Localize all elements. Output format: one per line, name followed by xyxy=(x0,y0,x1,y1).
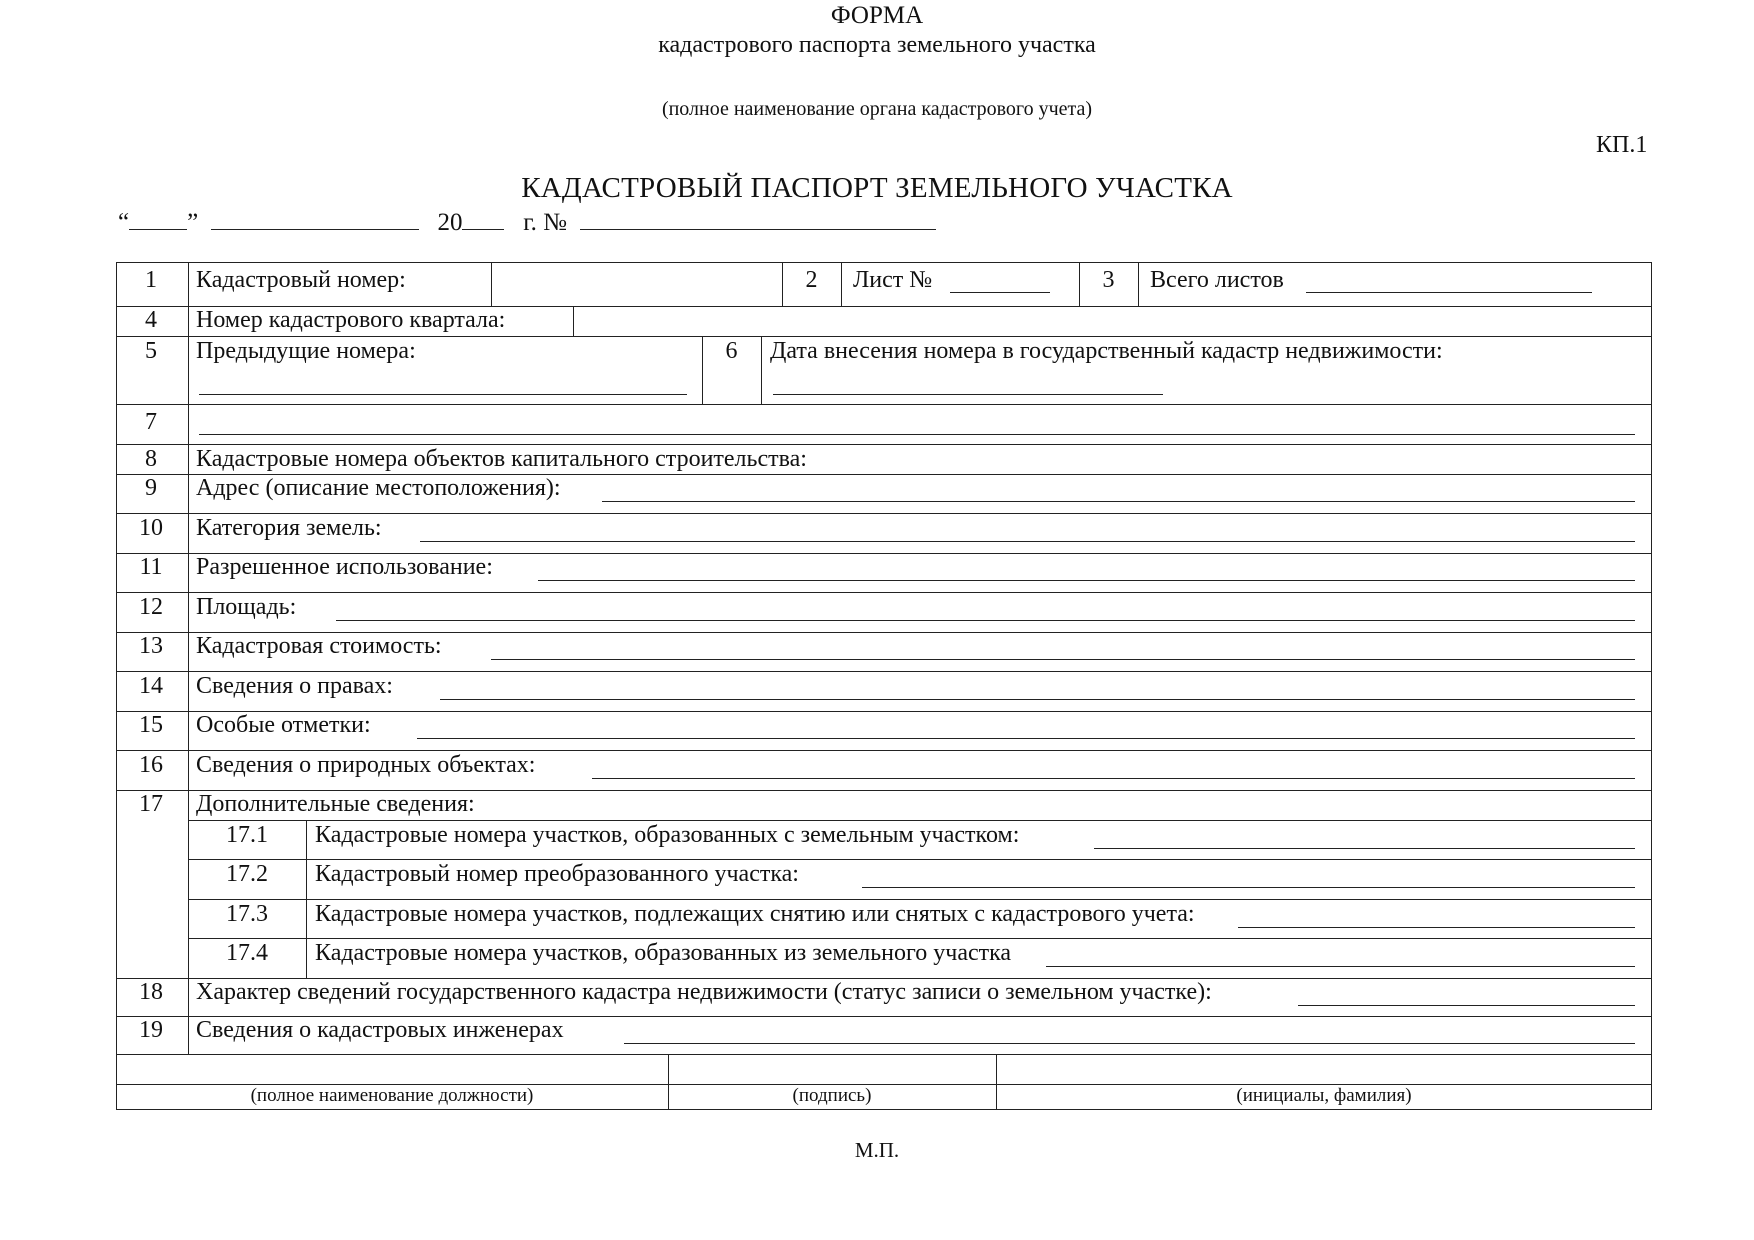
cadastral-value-field[interactable] xyxy=(491,659,1635,660)
passport-number-field[interactable] xyxy=(580,205,936,230)
record-status-label: Характер сведений государственного кадастра недвижимости (статус записи о земельном участке): xyxy=(196,979,1212,1005)
registration-date-label: Дата внесения номера в государственный кадастр недвижимости: xyxy=(770,338,1443,364)
formed-with-label: Кадастровые номера участков, образованных с земельным участком: xyxy=(315,822,1020,848)
signature-caption: (подпись) xyxy=(792,1085,872,1106)
subrow-number: 17.4 xyxy=(226,940,268,966)
col-divider xyxy=(1138,262,1139,306)
date-number-line xyxy=(118,205,936,237)
year-field[interactable] xyxy=(462,205,504,230)
form-subtitle: кадастрового паспорта земельного участка xyxy=(658,32,1096,58)
previous-numbers-label: Предыдущие номера: xyxy=(196,338,416,364)
subrow-number: 17.2 xyxy=(226,861,268,887)
row-7-field[interactable] xyxy=(199,434,1635,435)
row-number: 11 xyxy=(139,554,163,580)
subrow-number: 17.1 xyxy=(226,822,268,848)
additional-info-label: Дополнительные сведения: xyxy=(196,791,475,817)
year-prefix: 20 xyxy=(437,209,463,236)
row-number: 15 xyxy=(139,712,163,738)
row-number: 4 xyxy=(145,307,157,333)
organ-caption: (полное наименование органа кадастрового учета) xyxy=(661,98,1093,120)
permitted-use-label: Разрешенное использование: xyxy=(196,554,493,580)
quarter-number-label: Номер кадастрового квартала: xyxy=(196,307,506,333)
quote-open: “ xyxy=(118,209,130,236)
engineers-field[interactable] xyxy=(624,1043,1635,1044)
row-divider xyxy=(116,750,1652,751)
previous-numbers-field[interactable] xyxy=(199,394,687,395)
capital-objects-label: Кадастровые номера объектов капитального строительства: xyxy=(196,446,807,472)
total-sheets-label: Всего листов xyxy=(1150,267,1284,293)
form-code: КП.1 xyxy=(1596,132,1648,158)
rights-info-field[interactable] xyxy=(440,699,1635,700)
row-number: 1 xyxy=(145,267,157,293)
row-number: 9 xyxy=(145,475,157,501)
address-field[interactable] xyxy=(602,501,1635,502)
address-label: Адрес (описание местоположения): xyxy=(196,475,561,501)
deregistered-plots-label: Кадастровые номера участков, подлежащих снятию или снятых с кадастрового учета: xyxy=(315,901,1195,927)
land-category-field[interactable] xyxy=(420,541,1635,542)
row-divider xyxy=(116,404,1652,405)
natural-objects-label: Сведения о природных объектах: xyxy=(196,752,536,778)
position-caption: (полное наименование должности) xyxy=(250,1085,534,1106)
stamp-place: М.П. xyxy=(854,1138,900,1162)
land-category-label: Категория земель: xyxy=(196,515,382,541)
area-label: Площадь: xyxy=(196,594,297,620)
name-caption: (инициалы, фамилия) xyxy=(1236,1085,1412,1106)
row-divider xyxy=(116,592,1652,593)
formed-from-field[interactable] xyxy=(1046,966,1635,967)
form-label: ФОРМА xyxy=(830,2,924,29)
col-divider xyxy=(761,336,762,404)
col-divider xyxy=(841,262,842,306)
row-divider xyxy=(188,899,1652,900)
row-number: 2 xyxy=(805,267,818,293)
row-number: 10 xyxy=(139,515,163,541)
num-column-divider xyxy=(188,262,189,1054)
cadastral-value-label: Кадастровая стоимость: xyxy=(196,633,442,659)
total-sheets-field[interactable] xyxy=(1306,292,1592,293)
row-divider xyxy=(188,820,1652,821)
col-divider xyxy=(573,306,574,336)
quote-close: ” xyxy=(187,209,199,236)
row-number: 3 xyxy=(1102,267,1115,293)
subnum-column-divider xyxy=(306,820,307,978)
transformed-plot-label: Кадастровый номер преобразованного участка: xyxy=(315,861,799,887)
row-divider xyxy=(116,336,1652,337)
row-divider xyxy=(188,859,1652,860)
cadastral-number-label: Кадастровый номер: xyxy=(196,267,406,293)
row-number: 8 xyxy=(145,446,157,472)
col-divider xyxy=(491,262,492,306)
special-notes-label: Особые отметки: xyxy=(196,712,371,738)
row-number: 18 xyxy=(139,979,163,1005)
row-divider xyxy=(116,513,1652,514)
row-number: 12 xyxy=(139,594,163,620)
permitted-use-field[interactable] xyxy=(538,580,1635,581)
subrow-number: 17.3 xyxy=(226,901,268,927)
record-status-field[interactable] xyxy=(1298,1005,1635,1006)
row-divider xyxy=(116,1054,1652,1055)
row-number: 13 xyxy=(139,633,163,659)
special-notes-field[interactable] xyxy=(417,738,1635,739)
day-field[interactable] xyxy=(129,205,187,230)
registration-date-field[interactable] xyxy=(773,394,1163,395)
row-divider xyxy=(188,938,1652,939)
row-number: 19 xyxy=(139,1017,163,1043)
natural-objects-field[interactable] xyxy=(592,778,1635,779)
sheet-number-label: Лист № xyxy=(853,267,933,293)
sheet-number-field[interactable] xyxy=(950,292,1050,293)
year-suffix: г. № xyxy=(523,209,568,236)
formed-from-label: Кадастровые номера участков, образованных из земельного участка xyxy=(315,940,1012,966)
row-divider xyxy=(116,671,1652,672)
engineers-label: Сведения о кадастровых инженерах xyxy=(196,1017,564,1043)
row-divider xyxy=(116,444,1652,445)
row-number: 5 xyxy=(145,338,157,364)
row-number: 14 xyxy=(139,673,163,699)
month-field[interactable] xyxy=(211,205,419,230)
row-number: 7 xyxy=(145,409,157,435)
transformed-plot-field[interactable] xyxy=(862,887,1635,888)
formed-with-field[interactable] xyxy=(1094,848,1635,849)
deregistered-plots-field[interactable] xyxy=(1238,927,1635,928)
row-number: 6 xyxy=(725,338,738,364)
area-field[interactable] xyxy=(336,620,1635,621)
row-number: 17 xyxy=(139,791,163,817)
document-title: КАДАСТРОВЫЙ ПАСПОРТ ЗЕМЕЛЬНОГО УЧАСТКА xyxy=(521,172,1233,204)
row-number: 16 xyxy=(139,752,163,778)
rights-info-label: Сведения о правах: xyxy=(196,673,393,699)
